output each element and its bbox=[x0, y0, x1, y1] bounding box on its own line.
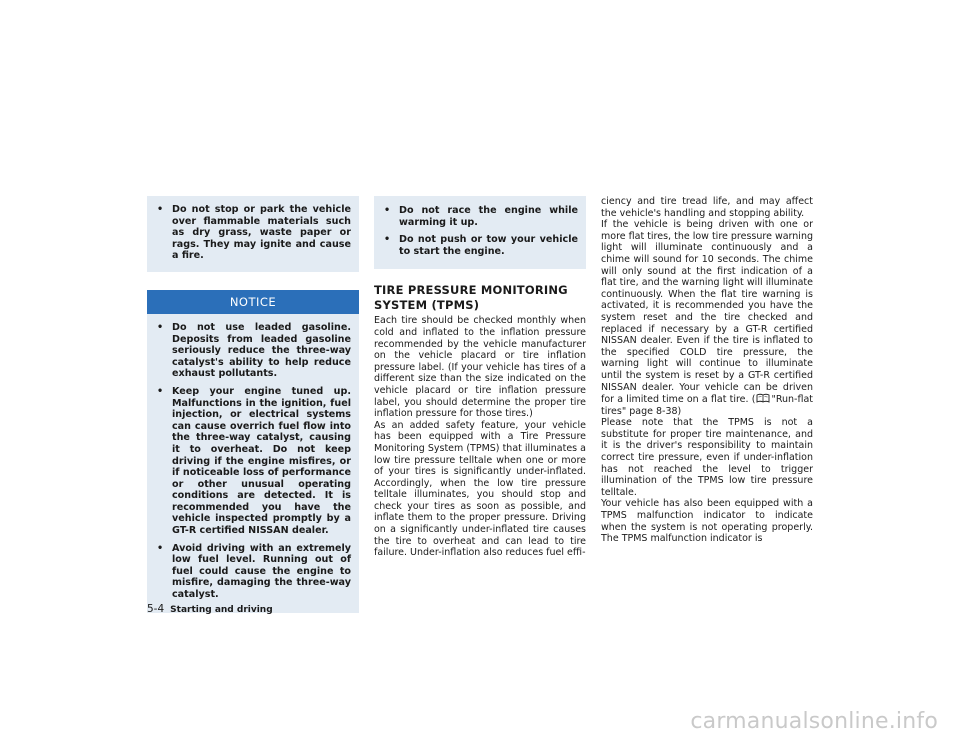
notice-item: • Keep your engine tuned up. Malfunctions in the ignition, fuel injection, or electrical systems can cause overrich fuel flow into the three-way catalyst, causing it to overheat. Do not keep driving if the engine misfires, or if noticeable loss of performance or other unusual operating conditions are detected. It is recommended you have the vehicle inspected promptly by a GT-R certified NISSAN dealer. bbox=[157, 385, 351, 537]
warning-item: • Do not push or tow your vehicle to start the engine. bbox=[384, 234, 578, 257]
warning-continuation-box bbox=[147, 196, 359, 272]
body-paragraph: ciency and tire tread life, and may affect the vehicle's handling and stopping ability. bbox=[601, 196, 813, 219]
warning-continuation-box bbox=[374, 196, 586, 269]
bullet-icon: • bbox=[384, 205, 391, 216]
column-right bbox=[601, 196, 813, 545]
page-footer bbox=[147, 603, 273, 615]
body-paragraph: As an added safety feature, your vehicle has been equipped with a Tire Pressure Monitoring System (TPMS) that illuminates a low tire pressure telltale when one or more of your tires is significantly under-inflated. Accordingly, when the low tire pressure telltale illuminates, you should stop and check your tires as soon as possible, and inflate them to the proper pressure. Driving on a significantly under-inflated tire causes the tire to overheat and can lead to tire failure. Under-inflation also reduces fuel effi- bbox=[374, 419, 586, 559]
body-paragraph: Please note that the TPMS is not a substitute for proper tire maintenance, and it is the driver's responsibility to maintain correct tire pressure, even if under-inflation has not reached the level to trigger illumination of the TPMS low tire pressure telltale. bbox=[601, 417, 813, 498]
bullet-icon: • bbox=[157, 204, 164, 215]
warning-list bbox=[147, 204, 351, 262]
bullet-icon: • bbox=[157, 542, 164, 554]
page-number: 5-4 bbox=[147, 603, 165, 615]
watermark: carmanualsonline.info bbox=[690, 709, 938, 734]
body-paragraph: If the vehicle is being driven with one or more flat tires, the low tire pressure warning light will illuminate continuously and a chime will sound for 10 seconds. The chime will only sound at the first indication of a flat tire, and the warning light will illuminate continuously. When the flat tire warning is activated, it is recommended you have the system reset and the tire checked and replaced if necessary by a GT-R certified NISSAN dealer. Even if the tire is inflated to the specified COLD tire pressure, the warning light will continue to illuminate until the system is reset by a GT-R certified NISSAN dealer. Your vehicle can be driven for a limited time on a flat tire. ( "Run-flat tires" page 8-38) bbox=[601, 219, 813, 417]
notice-list bbox=[147, 314, 359, 601]
section-title: Starting and driving bbox=[170, 605, 273, 615]
column-middle bbox=[374, 196, 586, 559]
bullet-icon: • bbox=[157, 321, 164, 333]
bullet-icon: • bbox=[157, 385, 164, 397]
notice-header: NOTICE bbox=[147, 290, 359, 314]
body-paragraph: Your vehicle has also been equipped with a TPMS malfunction indicator to indicate when the system is not operating properly. The TPMS malfunction indicator is bbox=[601, 498, 813, 545]
page-reference-link[interactable]: "Run-flat tires" page 8-38) bbox=[601, 394, 813, 417]
body-paragraph: Each tire should be checked monthly when cold and inflated to the inflation pressure recommended by the vehicle manufacturer on the vehicle placard or tire inflation pressure label. (If your vehicle has tires of a different size than the size indicated on the vehicle placard or tire inflation pressure label, you should determine the proper tire inflation pressure for those tires.) bbox=[374, 315, 586, 420]
notice-item: • Avoid driving with an extremely low fuel level. Running out of fuel could cause the engine to misfire, damaging the three-way catalyst. bbox=[157, 542, 351, 601]
notice-item: • Do not use leaded gasoline. Deposits from leaded gasoline seriously reduce the three-way catalyst's ability to help reduce exhaust pollutants. bbox=[157, 321, 351, 380]
bullet-icon: • bbox=[384, 234, 391, 246]
notice-box bbox=[147, 290, 359, 613]
warning-list bbox=[374, 205, 578, 257]
column-left bbox=[147, 196, 359, 613]
book-reference-icon bbox=[756, 393, 770, 403]
warning-item: • Do not race the engine while warming it up. bbox=[384, 205, 578, 228]
warning-item: • Do not stop or park the vehicle over flammable materials such as dry grass, waste paper or rags. They may ignite and cause a fire. bbox=[157, 204, 351, 262]
section-heading: TIRE PRESSURE MONITORING SYSTEM (TPMS) bbox=[374, 283, 568, 313]
